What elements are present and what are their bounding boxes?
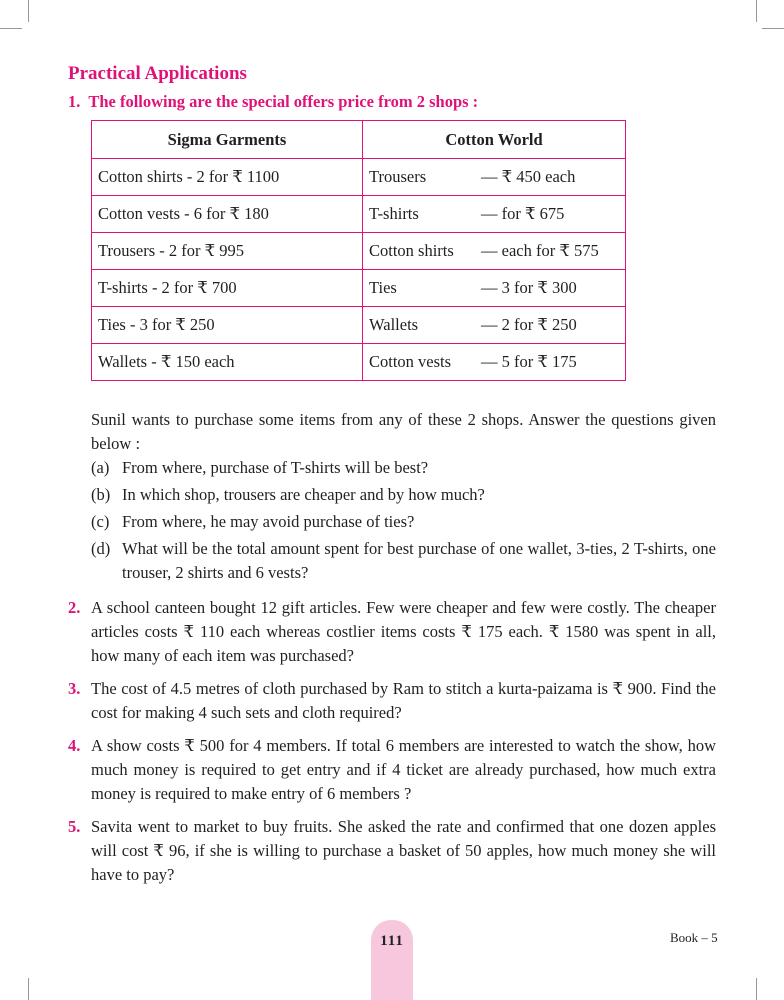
table-row (92, 307, 626, 344)
question-number: 5. (68, 817, 81, 836)
cell (363, 270, 626, 307)
sub-label: (c) (91, 512, 110, 531)
cell: Trousers - 2 for ₹ 995 (92, 233, 363, 270)
cell: Wallets - ₹ 150 each (92, 344, 363, 381)
item: Cotton vests (369, 352, 452, 371)
question-number: 3. (68, 679, 81, 698)
subquestion (91, 483, 716, 507)
question-2 (68, 596, 716, 668)
item: Ties (369, 278, 397, 297)
cell (363, 196, 626, 233)
crop-mark (28, 978, 29, 1000)
question-text: The following are the special offers price from 2 shops : (88, 92, 479, 111)
book-label: Book – 5 (670, 930, 718, 945)
offer: — ₹ 450 each (481, 167, 576, 186)
crop-mark (756, 978, 757, 1000)
cell (363, 307, 626, 344)
table-row (92, 196, 626, 233)
item: Trousers (369, 167, 427, 186)
cell: Ties - 3 for ₹ 250 (92, 307, 363, 344)
offer: — for ₹ 675 (481, 204, 565, 223)
offer: — 3 for ₹ 300 (481, 278, 577, 297)
question-text: Savita went to market to buy fruits. She asked the rate and confirmed that one dozen apples will cost ₹ 96, if she is willing to purchase a basket of 50 apples, how much money she will have to pay? (91, 817, 716, 884)
cell (363, 233, 626, 270)
offers-table (91, 120, 626, 381)
offer: — 2 for ₹ 250 (481, 315, 577, 334)
item: Cotton shirts (369, 241, 454, 260)
sub-label: (d) (91, 539, 111, 558)
cell: Cotton vests - 6 for ₹ 180 (92, 196, 363, 233)
sub-label: (a) (91, 458, 110, 477)
offer: — 5 for ₹ 175 (481, 352, 577, 371)
table-row (92, 159, 626, 196)
sub-text: From where, he may avoid purchase of ties? (122, 512, 415, 531)
intro-paragraph: Sunil wants to purchase some items from any of these 2 shops. Answer the questions given below : (91, 410, 716, 453)
page-number: 111 (380, 933, 404, 949)
question-5 (68, 815, 716, 887)
question-4 (68, 734, 716, 806)
subquestion (91, 537, 716, 585)
header-cotton-world: Cotton World (363, 121, 626, 159)
cell: T-shirts - 2 for ₹ 700 (92, 270, 363, 307)
subquestion (91, 456, 716, 480)
table-row (92, 270, 626, 307)
page-number-tab (371, 920, 413, 1000)
crop-mark (28, 0, 29, 22)
crop-mark (762, 28, 784, 29)
subquestion (91, 510, 716, 534)
question-1 (68, 92, 478, 112)
question-text: The cost of 4.5 metres of cloth purchased by Ram to stitch a kurta-paizama is ₹ 900. Find the cost for making 4 such sets and cloth required? (91, 679, 716, 722)
sub-text: In which shop, trousers are cheaper and by how much? (122, 485, 485, 504)
table-row (92, 344, 626, 381)
crop-mark (0, 28, 22, 29)
cell: Cotton shirts - 2 for ₹ 1100 (92, 159, 363, 196)
header-sigma: Sigma Garments (92, 121, 363, 159)
question-3 (68, 677, 716, 725)
question-number: 2. (68, 598, 81, 617)
sub-text: What will be the total amount spent for best purchase of one wallet, 3-ties, 2 T-shirts, one trouser, 2 shirts and 6 vests? (122, 539, 716, 582)
question-text: A show costs ₹ 500 for 4 members. If total 6 members are interested to watch the show, how much money is required to get entry and if 4 ticket are already purchased, how much extra money is required to make entry of 6 members ? (91, 736, 716, 803)
sub-text: From where, purchase of T-shirts will be best? (122, 458, 429, 477)
crop-mark (756, 0, 757, 22)
offer: — each for ₹ 575 (481, 241, 599, 260)
table-row (92, 233, 626, 270)
table-header (92, 121, 626, 159)
cell (363, 159, 626, 196)
item: T-shirts (369, 204, 419, 223)
question-number: 1. (68, 92, 81, 111)
question-number: 4. (68, 736, 81, 755)
sub-label: (b) (91, 485, 111, 504)
section-heading: Practical Applications (68, 63, 247, 84)
item: Wallets (369, 315, 419, 334)
question-text: A school canteen bought 12 gift articles. Few were cheaper and few were costly. The cheaper articles costs ₹ 110 each whereas costlier items costs ₹ 175 each. ₹ 1580 was spent in all, how many of each item was purchased? (91, 598, 716, 665)
cell (363, 344, 626, 381)
